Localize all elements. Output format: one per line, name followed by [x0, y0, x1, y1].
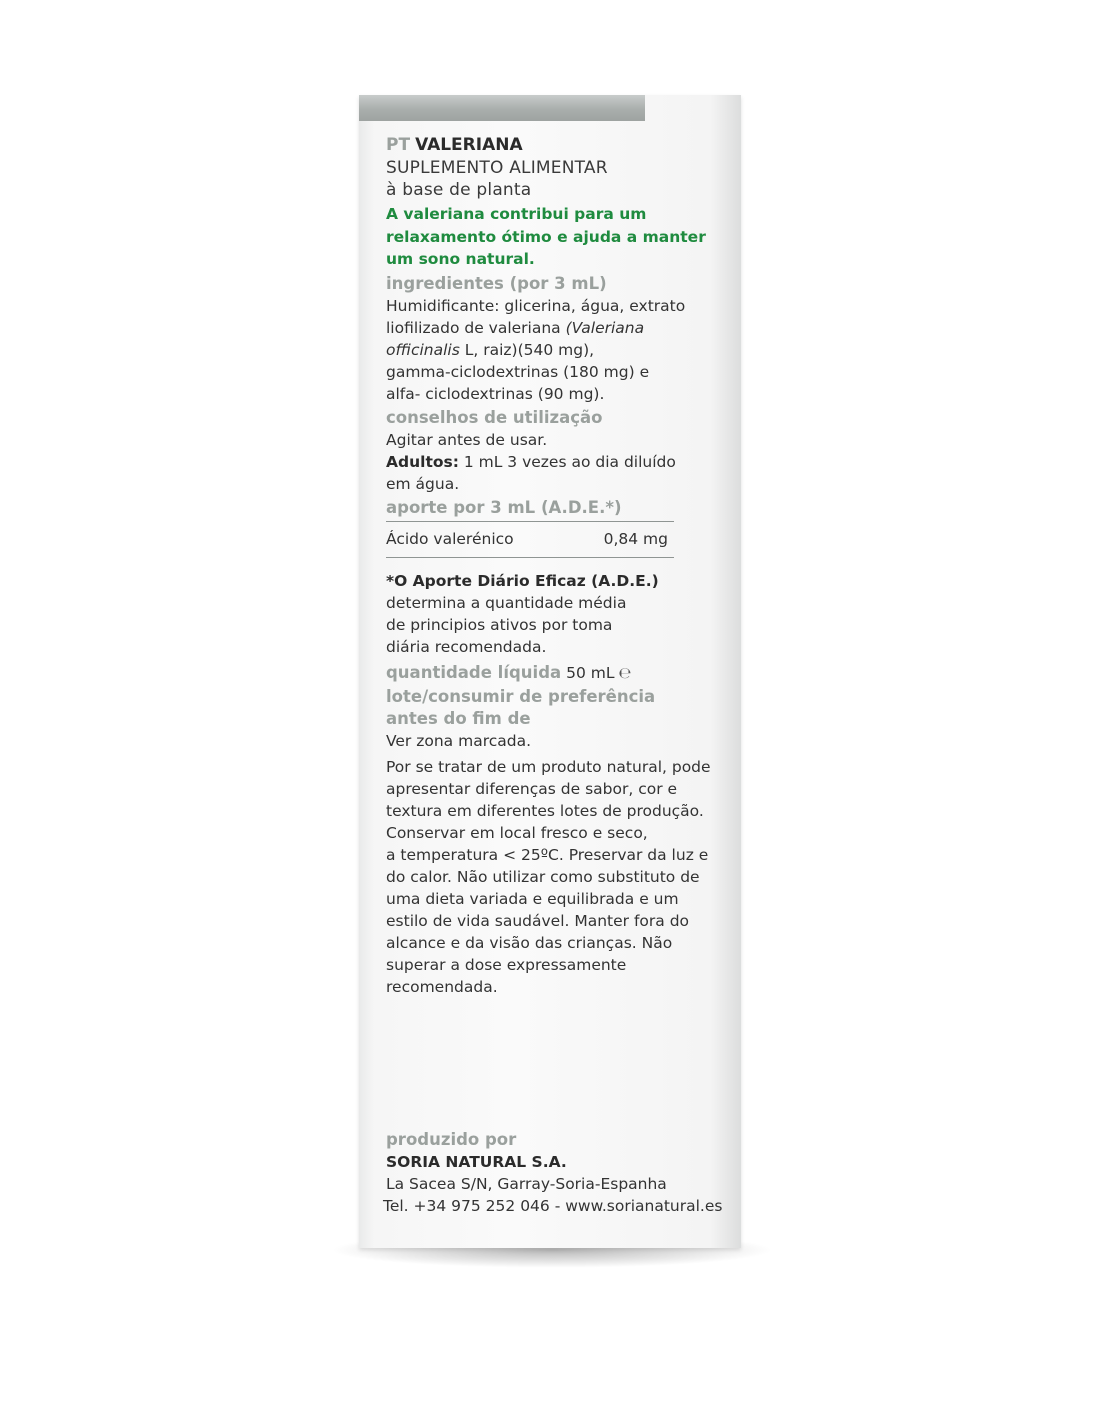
- warning-line: apresentar diferenças de sabor, cor e: [386, 779, 678, 798]
- latin-name-part: (Valeriana: [565, 318, 645, 337]
- ingredients-line: [386, 339, 716, 361]
- nutrient-name: Ácido valerénico: [386, 521, 572, 557]
- usage-line: [386, 451, 716, 473]
- latin-name-part: officinalis: [386, 340, 460, 359]
- warning-line: recomendada.: [386, 977, 498, 996]
- warning-line: estilo de vida saudável. Manter fora do: [386, 911, 690, 930]
- warning-line: a temperatura < 25ºC. Preservar da luz e: [386, 845, 709, 864]
- ade-note-title: *O Aporte Diário Eficaz (A.D.E.): [386, 571, 659, 590]
- product-base: à base de planta: [386, 180, 532, 200]
- ingredients-text-part: liofilizado de valeriana: [386, 318, 566, 337]
- product-box-side-panel: [359, 95, 741, 1248]
- ade-note: [386, 570, 716, 658]
- lot-heading-line: lote/consumir de preferência: [386, 686, 656, 706]
- usage-line: Agitar antes de usar.: [386, 430, 548, 449]
- lot-text: Ver zona marcada.: [386, 731, 532, 750]
- warning-line: alcance e da visão das crianças. Não: [386, 933, 673, 952]
- top-color-band: [359, 95, 645, 121]
- nutrient-table: [386, 521, 674, 558]
- health-claim-line: um sono natural.: [386, 250, 535, 268]
- usage-text: [386, 429, 716, 495]
- table-row: [386, 521, 674, 557]
- usage-dose: 1 mL 3 vezes ao dia diluído: [458, 452, 676, 471]
- ade-note-line: diária recomendada.: [386, 637, 547, 656]
- estimated-sign-icon: ℮: [618, 663, 632, 682]
- producer-info: [383, 1129, 726, 1217]
- ingredients-line: [386, 317, 716, 339]
- health-claim-line: A valeriana contribui para um: [386, 205, 647, 223]
- label-content: [386, 133, 716, 998]
- warning-line: Conservar em local fresco e seco,: [386, 823, 648, 842]
- ade-note-line: de principios ativos por toma: [386, 615, 613, 634]
- ingredients-text-part: L, raiz)(540 mg),: [459, 340, 595, 359]
- nutrient-value: 0,84 mg: [572, 521, 674, 557]
- warning-line: textura em diferentes lotes de produção.: [386, 801, 704, 820]
- language-code: PT: [386, 135, 411, 155]
- product-name: VALERIANA: [415, 135, 523, 155]
- ingredients-line: alfa- ciclodextrinas (90 mg).: [386, 384, 605, 403]
- warning-line: Por se tratar de um produto natural, pode: [386, 757, 711, 776]
- warning-line: do calor. Não utilizar como substituto de: [386, 867, 700, 886]
- producer-address: La Sacea S/N, Garray-Soria-Espanha: [386, 1175, 667, 1193]
- producer-heading: produzido por: [386, 1130, 517, 1149]
- health-claim-line: relaxamento ótimo e ajuda a manter: [386, 227, 706, 246]
- net-quantity-label: quantidade líquida: [386, 662, 562, 682]
- product-title: [386, 133, 716, 157]
- lot-heading: [386, 686, 716, 730]
- contribution-heading: aporte por 3 mL (A.D.E.*): [386, 497, 622, 517]
- ingredients-heading: ingredientes (por 3 mL): [386, 273, 607, 293]
- usage-audience: Adultos:: [386, 452, 459, 471]
- ingredients-line: Humidificante: glicerina, água, extrato: [386, 296, 686, 315]
- warning-line: superar a dose expressamente: [386, 955, 627, 974]
- usage-line: em água.: [386, 474, 460, 493]
- producer-name: SORIA NATURAL S.A.: [386, 1153, 567, 1171]
- net-quantity-value: 50 mL: [566, 663, 615, 682]
- product-type: SUPLEMENTO ALIMENTAR: [386, 158, 608, 178]
- ingredients-line: gamma-ciclodextrinas (180 mg) e: [386, 362, 650, 381]
- health-claim: [386, 203, 716, 271]
- lot-heading-line: antes do fim de: [386, 708, 531, 728]
- usage-heading: conselhos de utilização: [386, 407, 603, 427]
- warning-line: uma dieta variada e equilibrada e um: [386, 889, 679, 908]
- net-quantity: [386, 662, 716, 684]
- warning-text: [386, 756, 716, 998]
- ade-note-line: determina a quantidade média: [386, 593, 627, 612]
- producer-contact: Tel. +34 975 252 046 - www.sorianatural.es: [383, 1197, 723, 1215]
- ingredients-text: [386, 295, 716, 405]
